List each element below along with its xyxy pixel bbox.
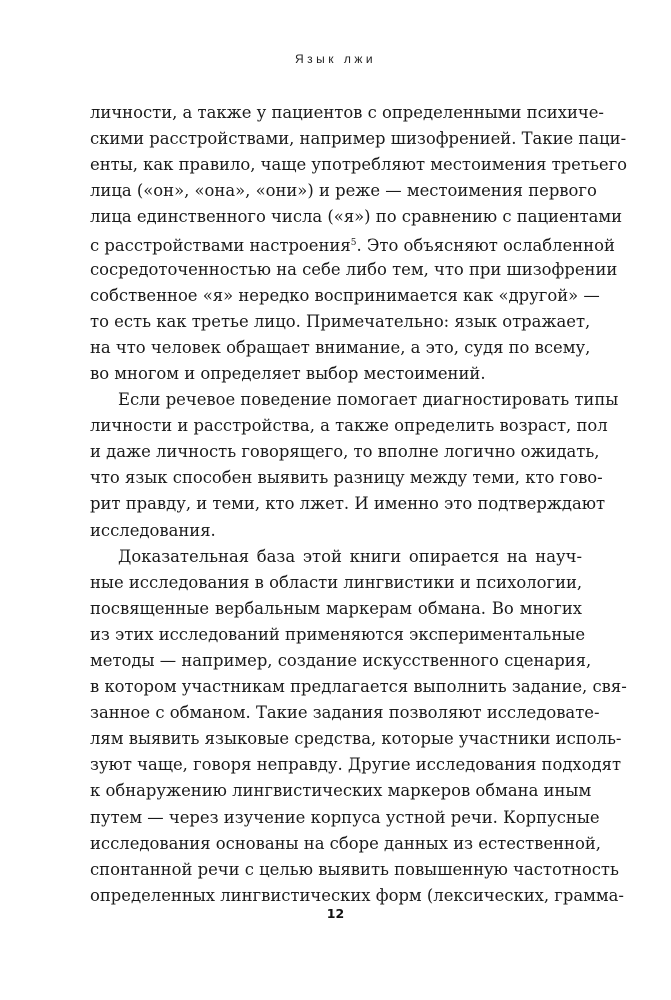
text-line: к обнаружению лингвистических маркеров обмана иным <box>90 781 592 801</box>
text-line: сосредоточенностью на себе либо тем, что при шизофрении <box>90 259 618 279</box>
text-line: в котором участникам предлагается выполнить задание, свя- <box>90 677 627 697</box>
text-line: то есть как третье лицо. Примечательно: язык отражает, <box>90 311 591 331</box>
text-line: путем — через изучение корпуса устной речи. Корпусные <box>90 807 600 827</box>
text-line: лям выявить языковые средства, которые участники исполь- <box>90 729 622 749</box>
text-line: Если речевое поведение помогает диагностировать типы <box>118 390 619 410</box>
text-line: исследования основаны на сборе данных из естественной, <box>90 833 601 853</box>
text-line: енты, как правило, чаще употребляют местоимения третьего <box>90 155 628 175</box>
paragraph <box>90 387 619 544</box>
text-line: собственное «я» нередко воспринимается как «другой» — <box>90 285 600 305</box>
text-line: рит правду, и теми, кто лжет. И именно это подтверждают <box>90 494 606 514</box>
text-line: на что человек обращает внимание, а это, судя по всему, <box>90 337 591 357</box>
footnote-marker[interactable]: 5 <box>350 238 357 249</box>
paragraph <box>90 544 627 909</box>
text-segment: . Это объясняют ослабленной <box>356 236 615 256</box>
text-segment: с расстройствами настроения <box>90 236 351 256</box>
text-line: ные исследования в области лингвистики и психологии, <box>90 572 583 592</box>
text-line: личности и расстройства, а также определить возраст, пол <box>90 416 608 436</box>
text-line: во многом и определяет выбор местоимений. <box>90 363 486 383</box>
text-line: и даже личность говорящего, то вполне логично ожидать, <box>90 442 600 462</box>
paragraph <box>90 100 628 387</box>
text-line: личности, а также у пациентов с определенными психиче- <box>90 103 604 122</box>
text-line: из этих исследований применяются экспериментальные <box>90 624 586 644</box>
page-number: 12 <box>326 906 345 921</box>
text-line: методы — например, создание искусственного сценария, <box>90 650 592 670</box>
text-line: лица единственного числа («я») по сравнению с пациентами <box>90 207 623 227</box>
text-line: спонтанной речи с целью выявить повышенную частотность <box>90 859 619 879</box>
text-line: скими расстройствами, например шизофренией. Такие паци- <box>90 129 627 149</box>
text-line: посвященные вербальным маркерам обмана. Во многих <box>90 598 582 618</box>
text-line: определенных лингвистических форм (лексических, грамма- <box>90 885 624 905</box>
body-text <box>90 100 628 909</box>
text-line: занное с обманом. Такие задания позволяют исследовате- <box>90 703 600 723</box>
text-line: что язык способен выявить разницу между теми, кто гово- <box>90 468 603 488</box>
running-head: Язык лжи <box>294 52 377 66</box>
text-line: исследования. <box>90 520 216 540</box>
text-line: лица («он», «она», «они») и реже — местоимения первого <box>90 181 597 201</box>
text-line: Доказательная база этой книги опирается на науч- <box>118 546 582 566</box>
text-line <box>90 230 615 256</box>
text-line: зуют чаще, говоря неправду. Другие исследования подходят <box>90 755 622 775</box>
